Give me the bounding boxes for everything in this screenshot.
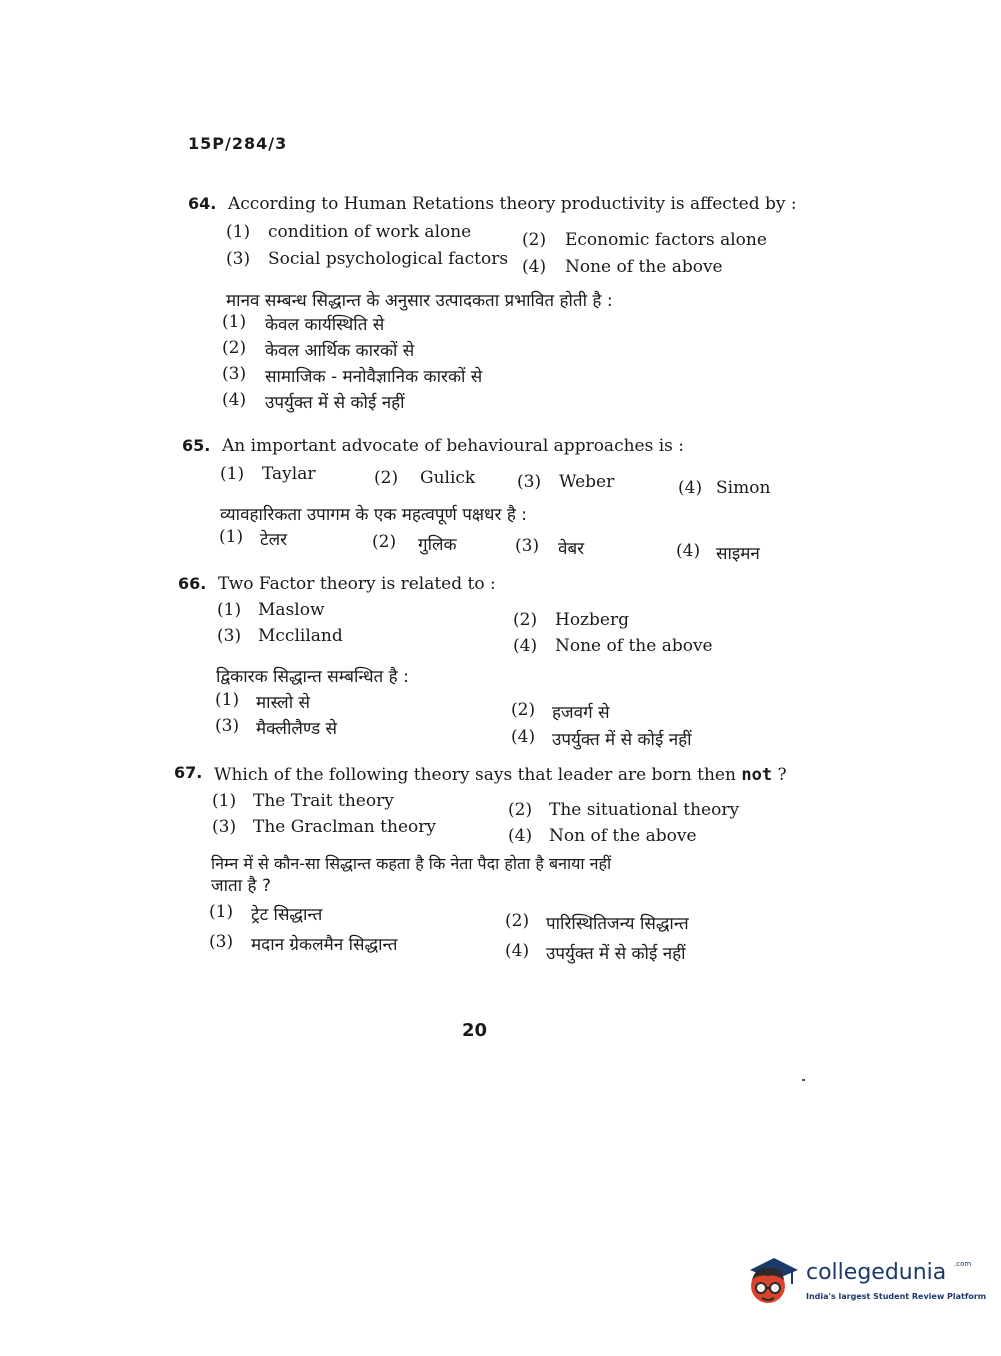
option-text: Maslow bbox=[258, 600, 325, 620]
option-text: मैक्लीलैण्ड से bbox=[256, 719, 337, 739]
option-number: (3) bbox=[217, 626, 242, 646]
option-text: मास्लो से bbox=[256, 693, 311, 713]
option-number: (1) bbox=[220, 464, 245, 484]
option-text: सामाजिक - मनोवैज्ञानिक कारकों से bbox=[265, 367, 483, 387]
option-number: (2) bbox=[513, 610, 538, 630]
option-number: (1) bbox=[217, 600, 242, 620]
option-text: None of the above bbox=[555, 636, 713, 656]
option-number: (2) bbox=[511, 700, 536, 720]
option-number: (3) bbox=[212, 817, 237, 837]
option-text: Economic factors alone bbox=[565, 230, 767, 250]
option-number: (3) bbox=[517, 472, 542, 492]
option-number: (1) bbox=[219, 527, 244, 547]
question-number: 64. bbox=[188, 194, 217, 213]
option-number: (1) bbox=[212, 791, 237, 811]
question-text-hi-line2: जाता है ? bbox=[211, 876, 271, 896]
option-text: उपर्युक्त में से कोई नहीं bbox=[546, 944, 686, 964]
option-number: (2) bbox=[372, 532, 397, 552]
option-text: ट्रेट सिद्धान्त bbox=[251, 905, 323, 925]
option-text: टेलर bbox=[260, 530, 288, 550]
option-text: गुलिक bbox=[418, 535, 457, 555]
option-number: (2) bbox=[508, 800, 533, 820]
scan-speck bbox=[802, 1079, 805, 1081]
question-text-hi-line1: निम्न में से कौन-सा सिद्धान्त कहता है कि नेता पैदा होता है बनाया नहीं bbox=[211, 854, 612, 873]
question-number: 67. bbox=[174, 763, 203, 782]
brand-tagline: India's largest Student Review Platform bbox=[806, 1292, 987, 1301]
option-text: Gulick bbox=[420, 468, 476, 488]
brand-suffix: .com bbox=[954, 1260, 972, 1268]
option-number: (4) bbox=[511, 727, 536, 747]
option-text: मदान ग्रेकलमैन सिद्धान्त bbox=[251, 935, 398, 955]
question-text-en-main: Which of the following theory says that leader are born then bbox=[214, 765, 736, 785]
option-number: (3) bbox=[222, 364, 247, 384]
page-number: 20 bbox=[462, 1020, 488, 1041]
option-number: (2) bbox=[222, 338, 247, 358]
option-number: (2) bbox=[374, 468, 399, 488]
option-text: हजवर्ग से bbox=[552, 703, 610, 723]
option-number: (3) bbox=[226, 249, 251, 269]
option-number: (4) bbox=[508, 826, 533, 846]
option-number: (2) bbox=[505, 911, 530, 931]
question-text-en: Two Factor theory is related to : bbox=[218, 574, 496, 594]
option-text: उपर्युक्त में से कोई नहीं bbox=[552, 730, 692, 750]
option-text: The situational theory bbox=[549, 800, 740, 820]
option-text: Mccliland bbox=[258, 626, 343, 646]
option-number: (4) bbox=[676, 541, 701, 561]
option-text: condition of work alone bbox=[268, 222, 472, 242]
option-number: (3) bbox=[515, 536, 540, 556]
question-text-hi: मानव सम्बन्ध सिद्धान्त के अनुसार उत्पादकता प्रभावित होती है : bbox=[226, 291, 613, 311]
option-number: (3) bbox=[215, 716, 240, 736]
question-text-hi: द्विकारक सिद्धान्त सम्बन्धित है : bbox=[216, 667, 409, 687]
option-text: केवल आर्थिक कारकों से bbox=[265, 341, 415, 361]
option-text: Weber bbox=[559, 472, 615, 492]
option-number: (4) bbox=[513, 636, 538, 656]
paper-code: 15P/284/3 bbox=[188, 134, 288, 153]
collegedunia-watermark bbox=[742, 1248, 987, 1318]
option-text: The Trait theory bbox=[253, 791, 394, 811]
question-text-hi: व्यावहारिकता उपागम के एक महत्वपूर्ण पक्षधर है : bbox=[220, 505, 528, 525]
option-number: (2) bbox=[522, 230, 547, 250]
emphasis-not: not bbox=[741, 765, 773, 785]
option-text: वेबर bbox=[558, 539, 585, 559]
question-mark: ? bbox=[777, 765, 787, 785]
option-text: The Graclman theory bbox=[253, 817, 436, 837]
option-number: (3) bbox=[209, 932, 234, 952]
option-number: (4) bbox=[678, 478, 703, 498]
question-number: 66. bbox=[178, 574, 207, 593]
option-number: (1) bbox=[222, 312, 247, 332]
option-text: केवल कार्यस्थिति से bbox=[265, 315, 385, 335]
option-number: (4) bbox=[522, 257, 547, 277]
option-text: Taylar bbox=[262, 464, 316, 484]
option-text: उपर्युक्त में से कोई नहीं bbox=[265, 393, 405, 413]
option-number: (1) bbox=[209, 902, 234, 922]
option-text: Simon bbox=[716, 478, 771, 498]
brand-name: collegedunia bbox=[806, 1260, 947, 1285]
question-text-en: According to Human Retations theory productivity is affected by : bbox=[228, 194, 797, 214]
option-text: पारिस्थितिजन्य सिद्धान्त bbox=[546, 914, 689, 934]
option-number: (1) bbox=[215, 690, 240, 710]
option-text: None of the above bbox=[565, 257, 723, 277]
option-number: (1) bbox=[226, 222, 251, 242]
option-number: (4) bbox=[222, 390, 247, 410]
option-text: Hozberg bbox=[555, 610, 629, 630]
question-text-en: An important advocate of behavioural approaches is : bbox=[222, 436, 685, 456]
question-text-en bbox=[214, 765, 787, 785]
option-text: साइमन bbox=[716, 544, 760, 564]
question-number: 65. bbox=[182, 436, 211, 455]
mascot-logo-icon bbox=[742, 1248, 800, 1310]
option-text: Non of the above bbox=[549, 826, 697, 846]
option-number: (4) bbox=[505, 941, 530, 961]
option-text: Social psychological factors bbox=[268, 249, 509, 269]
